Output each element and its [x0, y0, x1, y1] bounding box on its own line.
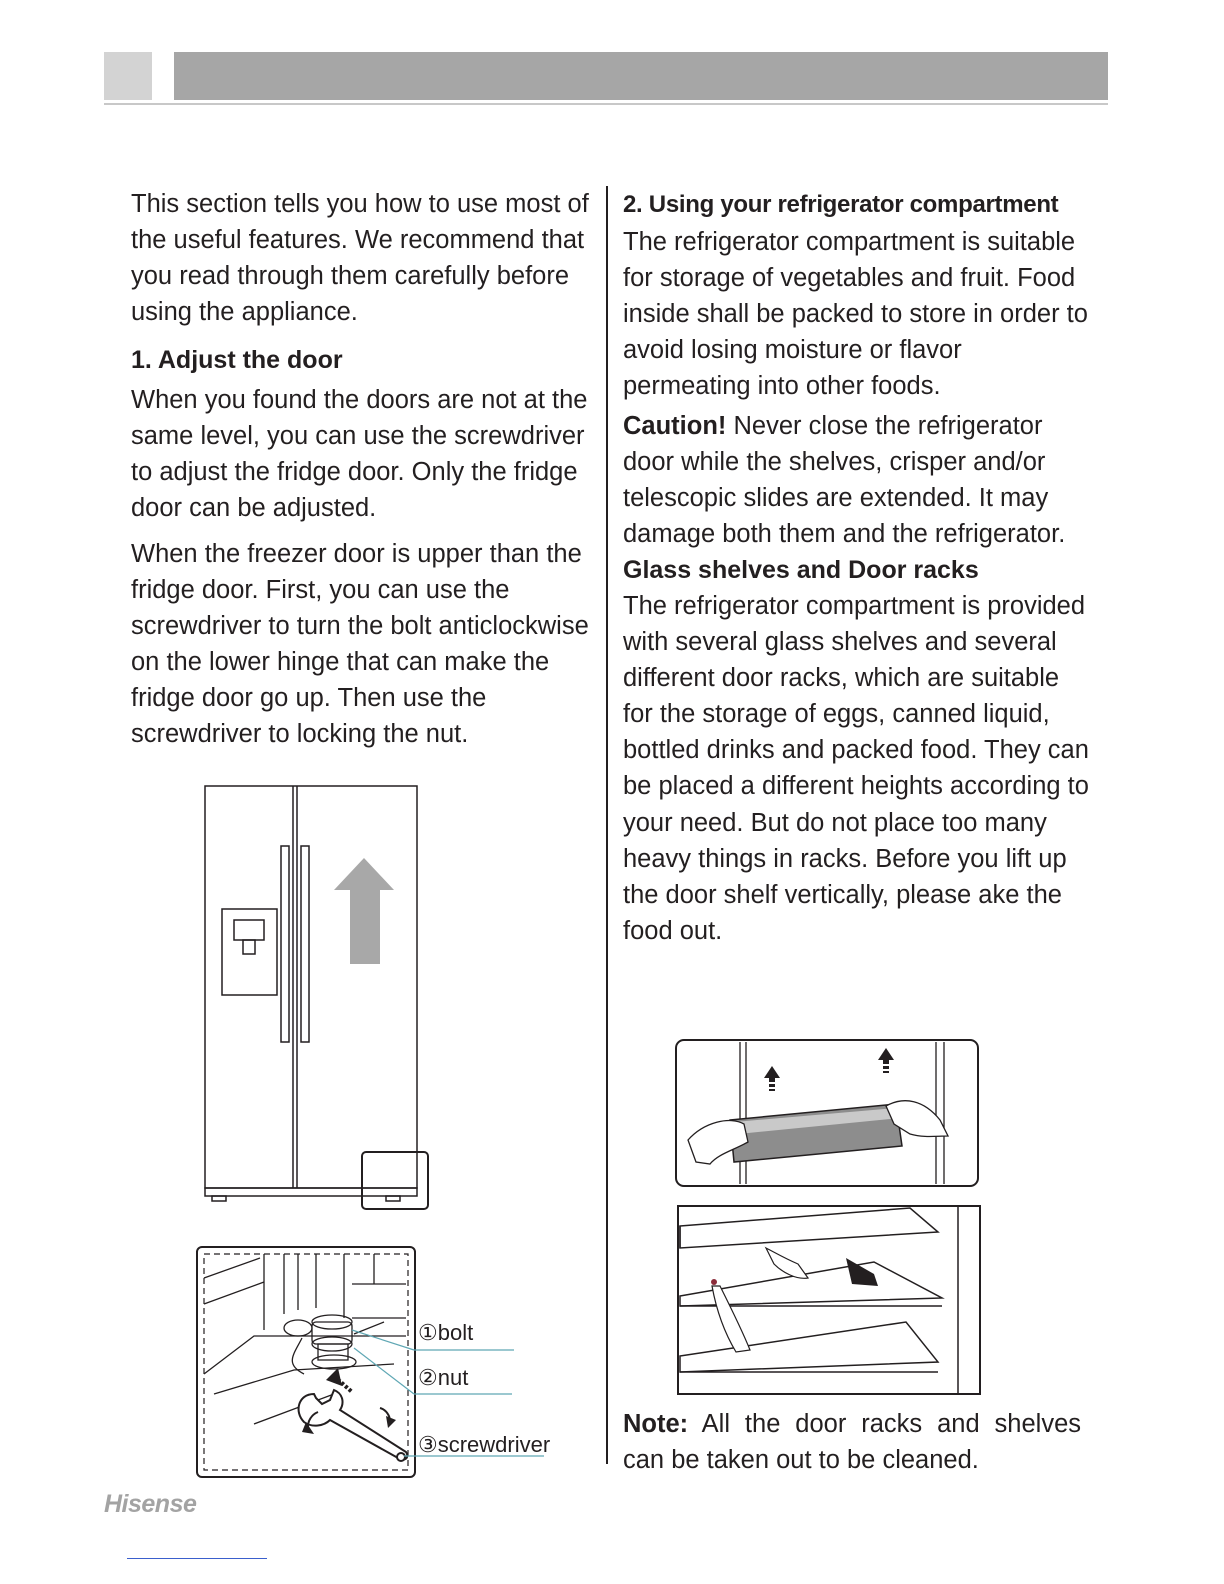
fridge-illustration [196, 780, 436, 1214]
nut-label: ②nut [418, 1365, 469, 1390]
door-rack-illustration [674, 1038, 980, 1188]
caution-text: Never close the refrigerator door while the shelves, crisper and/or telescopic slides are extended. It may damage both them and the refrigerator. [623, 412, 1066, 548]
hisense-logo: Hisense [104, 1490, 197, 1518]
adjust-door-paragraph-2: When the freezer door is upper than the fridge door. First, you can use the screwdriver to turn the bolt anticlockwise on the lower hinge that can make the fridge door go up. Then use the screwdriver to locking the nut. [131, 540, 589, 748]
note-paragraph [623, 1406, 1081, 1478]
caution-paragraph [623, 408, 1093, 552]
left-column [131, 186, 601, 752]
bolt-label: ①bolt [418, 1320, 474, 1345]
note-text: All the door racks and shelves can be taken out to be cleaned. [623, 1410, 1081, 1474]
footer-link-underline [127, 1558, 267, 1559]
refrigerator-compartment-heading: 2. Using your refrigerator compartment [623, 191, 1059, 218]
header-rule [104, 103, 1108, 105]
refrigerator-compartment-paragraph: The refrigerator compartment is suitable for storage of vegetables and fruit. Food inside shall be packed to store in order to avoid losing moisture or flavor permeating into other foods. [623, 228, 1088, 400]
intro-paragraph: This section tells you how to use most of the useful features. We recommend that you read through them carefully before using the appliance. [131, 190, 589, 326]
caution-label: Caution! [623, 412, 727, 440]
note-label: Note: [623, 1410, 689, 1438]
right-column [623, 186, 1093, 949]
screwdriver-label: ③screwdriver [418, 1432, 551, 1457]
glass-shelves-heading: Glass shelves and Door racks [623, 556, 979, 584]
glass-shelves-paragraph: The refrigerator compartment is provided with several glass shelves and several different door racks, which are suitable for the storage of eggs, canned liquid, bottled drinks and packed food. They can be placed a different heights according to your need. But do not place too many heavy things in racks. Before you lift up the door shelf vertically, please ake the food out. [623, 592, 1089, 945]
glass-shelves-illustration [674, 1202, 984, 1398]
column-divider [606, 186, 608, 1464]
adjust-door-heading: 1. Adjust the door [131, 346, 343, 374]
adjust-door-paragraph-1: When you found the doors are not at the same level, you can use the screwdriver to adjust the fridge door. Only the fridge door can be adjusted. [131, 386, 588, 522]
header-tab [104, 52, 152, 100]
header-bar [174, 52, 1108, 100]
